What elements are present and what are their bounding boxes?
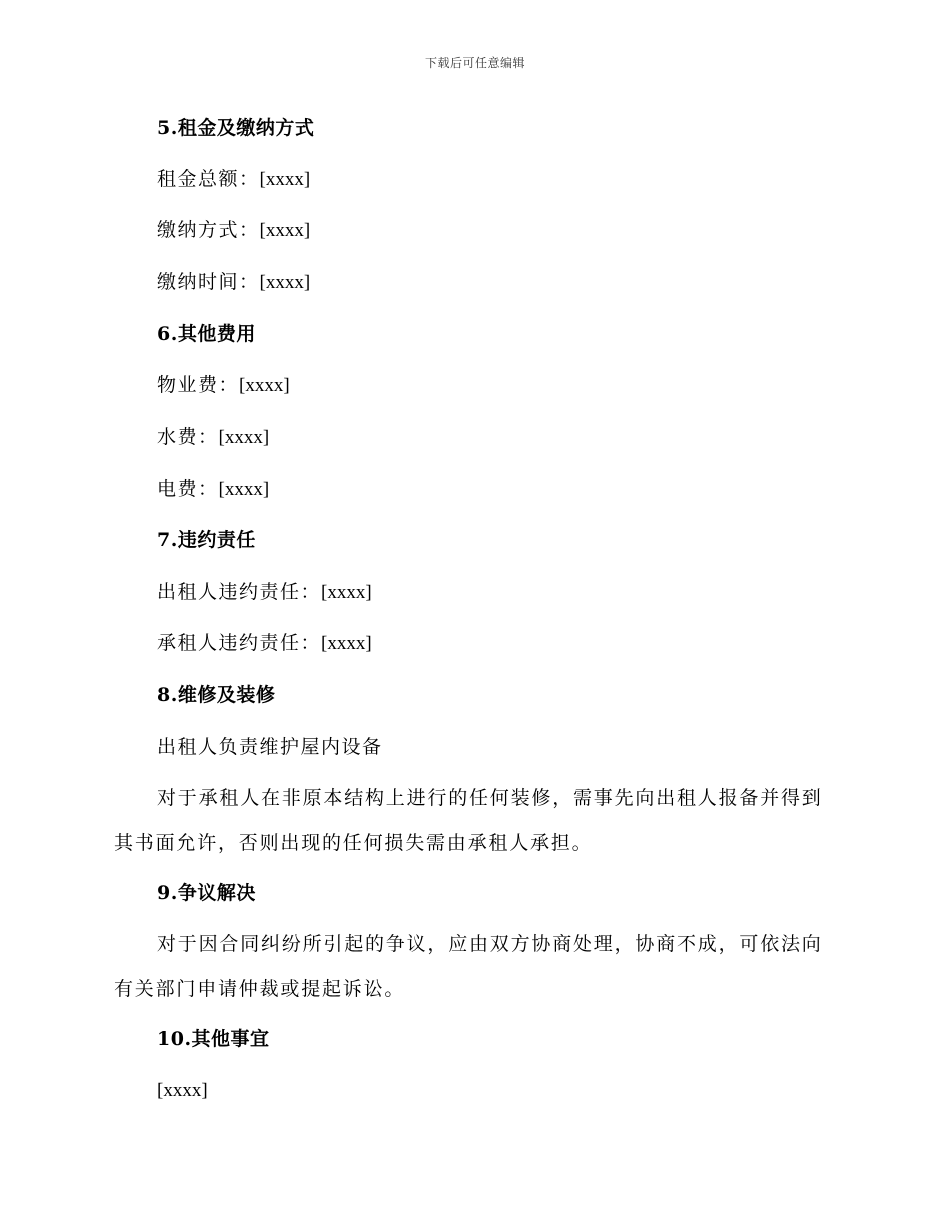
- field-value: [xxxx]: [218, 479, 270, 500]
- body-line: 出租人负责维护屋内设备: [157, 736, 383, 758]
- field-value: [xxxx]: [259, 220, 311, 241]
- section-heading-liability: 7.违约责任: [157, 529, 256, 551]
- field-value: [xxxx]: [259, 272, 311, 293]
- field-row: [157, 580, 372, 605]
- field-label: 缴纳时间：: [157, 271, 260, 293]
- section-heading-other-fees: 6.其他费用: [157, 323, 256, 345]
- section-heading-maintenance: 8.维修及装修: [157, 684, 276, 706]
- field-label: 缴纳方式：: [157, 219, 260, 241]
- field-row: [157, 631, 372, 656]
- field-value: [xxxx]: [259, 169, 311, 190]
- field-value: [xxxx]: [157, 1080, 208, 1101]
- section-heading-dispute: 9.争议解决: [157, 882, 256, 904]
- page-header: 下载后可任意编辑: [424, 56, 525, 70]
- field-label: 出租人违约责任：: [157, 581, 322, 603]
- field-row: [157, 270, 310, 295]
- section-heading-rent: 5.租金及缴纳方式: [157, 117, 315, 139]
- field-row: [157, 425, 269, 450]
- field-row: [157, 477, 269, 502]
- field-label: 承租人违约责任：: [157, 632, 322, 654]
- body-paragraph: 对于承租人在非原本结构上进行的任何装修，需事先向出租人报备并得到其书面允许，否则出现的任何损失需由承租人承担。: [114, 787, 823, 854]
- section-heading-misc: 10.其他事宜: [157, 1028, 270, 1050]
- field-row: [157, 218, 310, 243]
- field-value: [xxxx]: [239, 375, 290, 396]
- field-label: 物业费：: [157, 374, 240, 396]
- field-value: [xxxx]: [321, 582, 372, 603]
- body-paragraph: 对于因合同纠纷所引起的争议，应由双方协商处理，协商不成，可依法向有关部门申请仲裁或提起诉讼。: [114, 933, 823, 1000]
- field-value: [xxxx]: [321, 633, 372, 654]
- field-label: 电费：: [157, 478, 219, 500]
- field-label: 租金总额：: [157, 168, 260, 190]
- field-label: 水费：: [157, 426, 219, 448]
- field-value: [xxxx]: [218, 427, 270, 448]
- field-row: [157, 373, 290, 398]
- field-row: [157, 167, 310, 192]
